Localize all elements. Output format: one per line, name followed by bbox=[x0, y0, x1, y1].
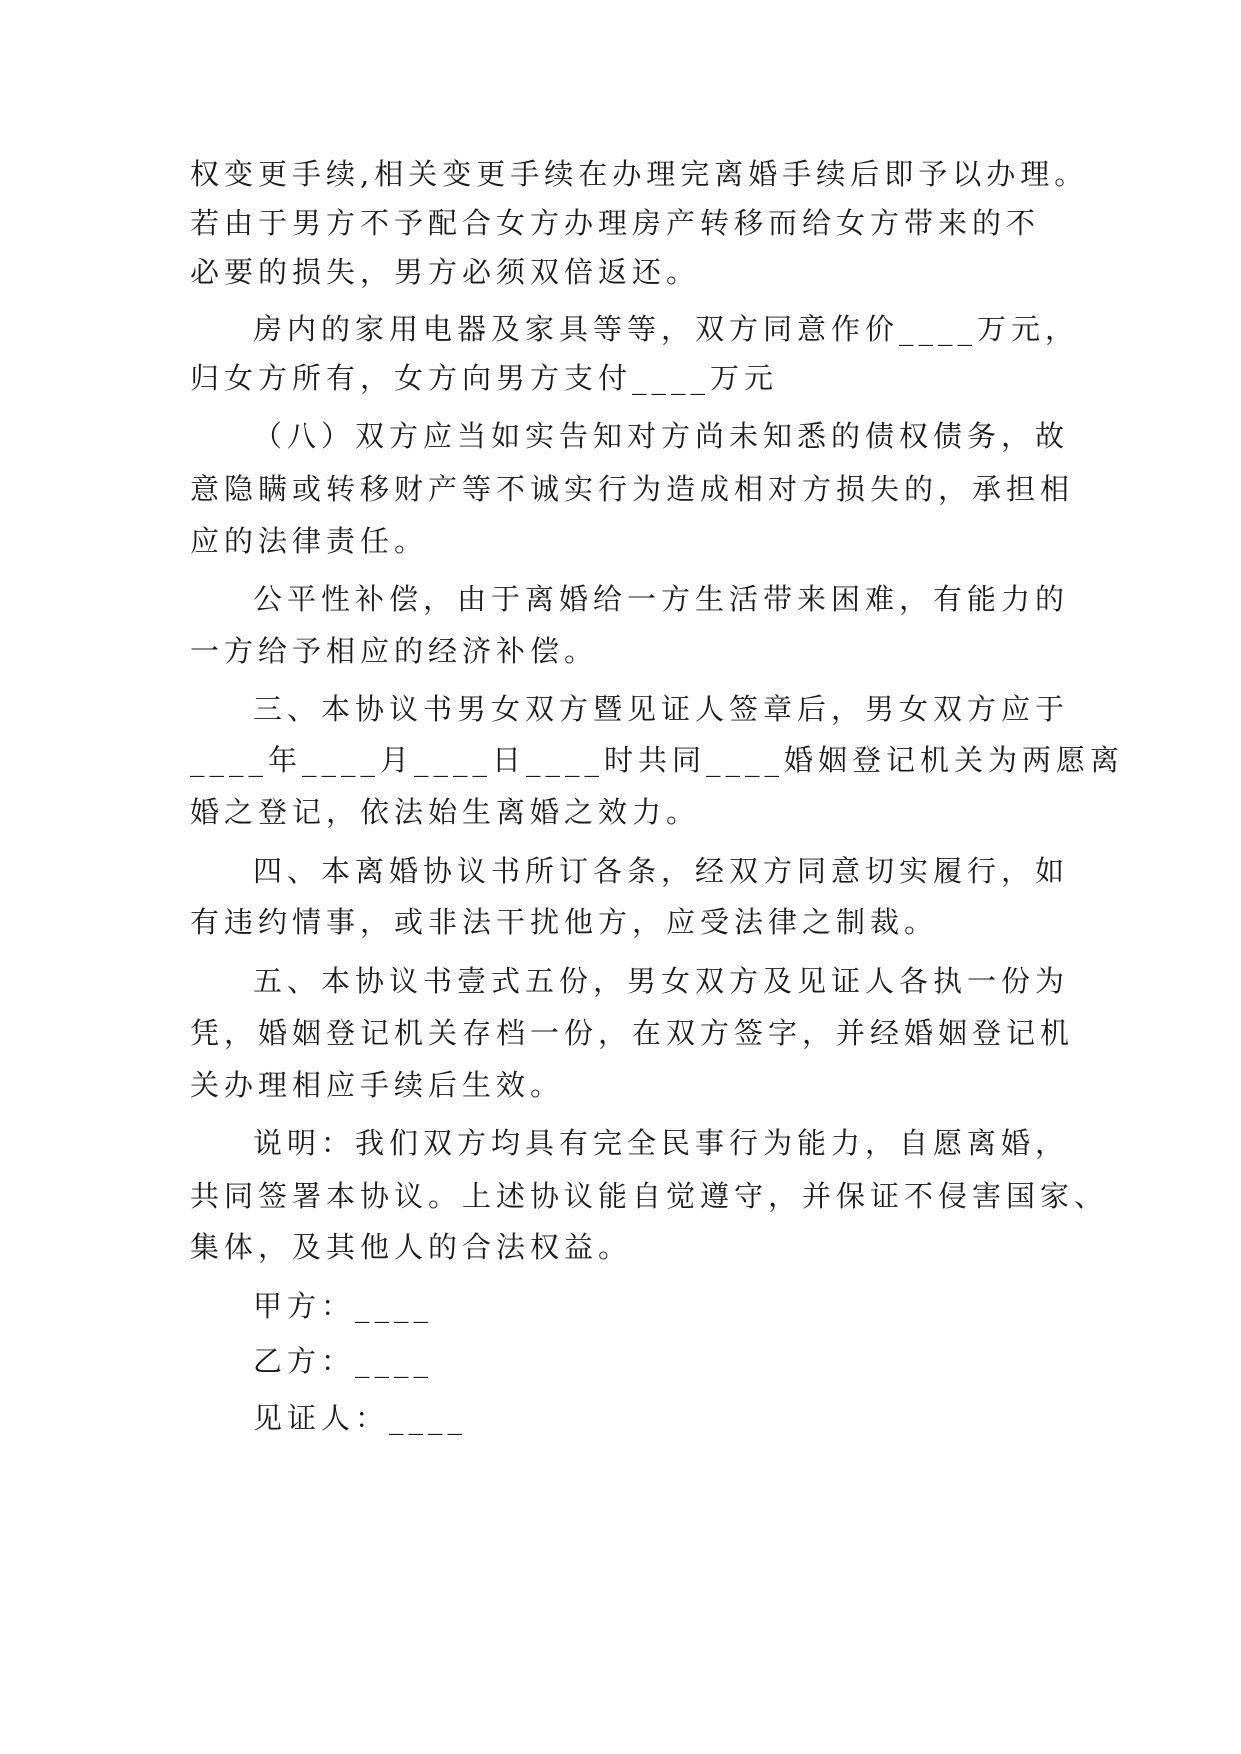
text-line: 婚之登记，依法始生离婚之效力。 bbox=[190, 795, 701, 829]
text-line: 三、本协议书男女双方暨见证人签章后，男女双方应于 bbox=[253, 692, 1070, 726]
text-line: 一方给予相应的经济补偿。 bbox=[190, 634, 599, 668]
text-line: 凭，婚姻登记机关存档一份，在双方签字，并经婚姻登记机 bbox=[190, 1016, 1075, 1050]
signature-party-b: 乙方：____ bbox=[253, 1344, 434, 1378]
text-line: 公平性补偿，由于离婚给一方生活带来困难，有能力的 bbox=[253, 582, 1070, 616]
text-line: 四、本离婚协议书所订各条，经双方同意切实履行，如 bbox=[253, 854, 1070, 888]
text-line: 集体，及其他人的合法权益。 bbox=[190, 1230, 633, 1264]
signature-party-a: 甲方：____ bbox=[253, 1289, 434, 1323]
text-line: 意隐瞒或转移财产等不诚实行为造成相对方损失的，承担相 bbox=[190, 472, 1075, 506]
text-line: 归女方所有，女方向男方支付____万元 bbox=[190, 361, 779, 395]
text-line: 有违约情事，或非法干扰他方，应受法律之制裁。 bbox=[190, 905, 939, 939]
text-line: 权变更手续,相关变更手续在办理完离婚手续后即予以办理。 bbox=[190, 157, 1089, 191]
text-line: 必要的损失，男方必须双倍返还。 bbox=[190, 255, 701, 289]
text-line: 应的法律责任。 bbox=[190, 524, 429, 558]
text-line: 五、本协议书壹式五份，男女双方及见证人各执一份为 bbox=[253, 964, 1070, 998]
text-line: 若由于男方不予配合女方办理房产转移而给女方带来的不 bbox=[190, 206, 1041, 240]
text-line: 房内的家用电器及家具等等，双方同意作价____万元， bbox=[253, 312, 1080, 346]
text-line: 关办理相应手续后生效。 bbox=[190, 1068, 565, 1102]
text-line: 共同签署本协议。上述协议能自觉遵守，并保证不侵害国家、 bbox=[190, 1179, 1109, 1213]
text-line: 说明：我们双方均具有完全民事行为能力，自愿离婚， bbox=[253, 1126, 1070, 1160]
text-line: （八）双方应当如实告知对方尚未知悉的债权债务，故 bbox=[253, 419, 1070, 453]
signature-witness: 见证人：____ bbox=[253, 1401, 468, 1435]
text-line: ____年____月____日____时共同____婚姻登记机关为两愿离 bbox=[190, 743, 1125, 777]
